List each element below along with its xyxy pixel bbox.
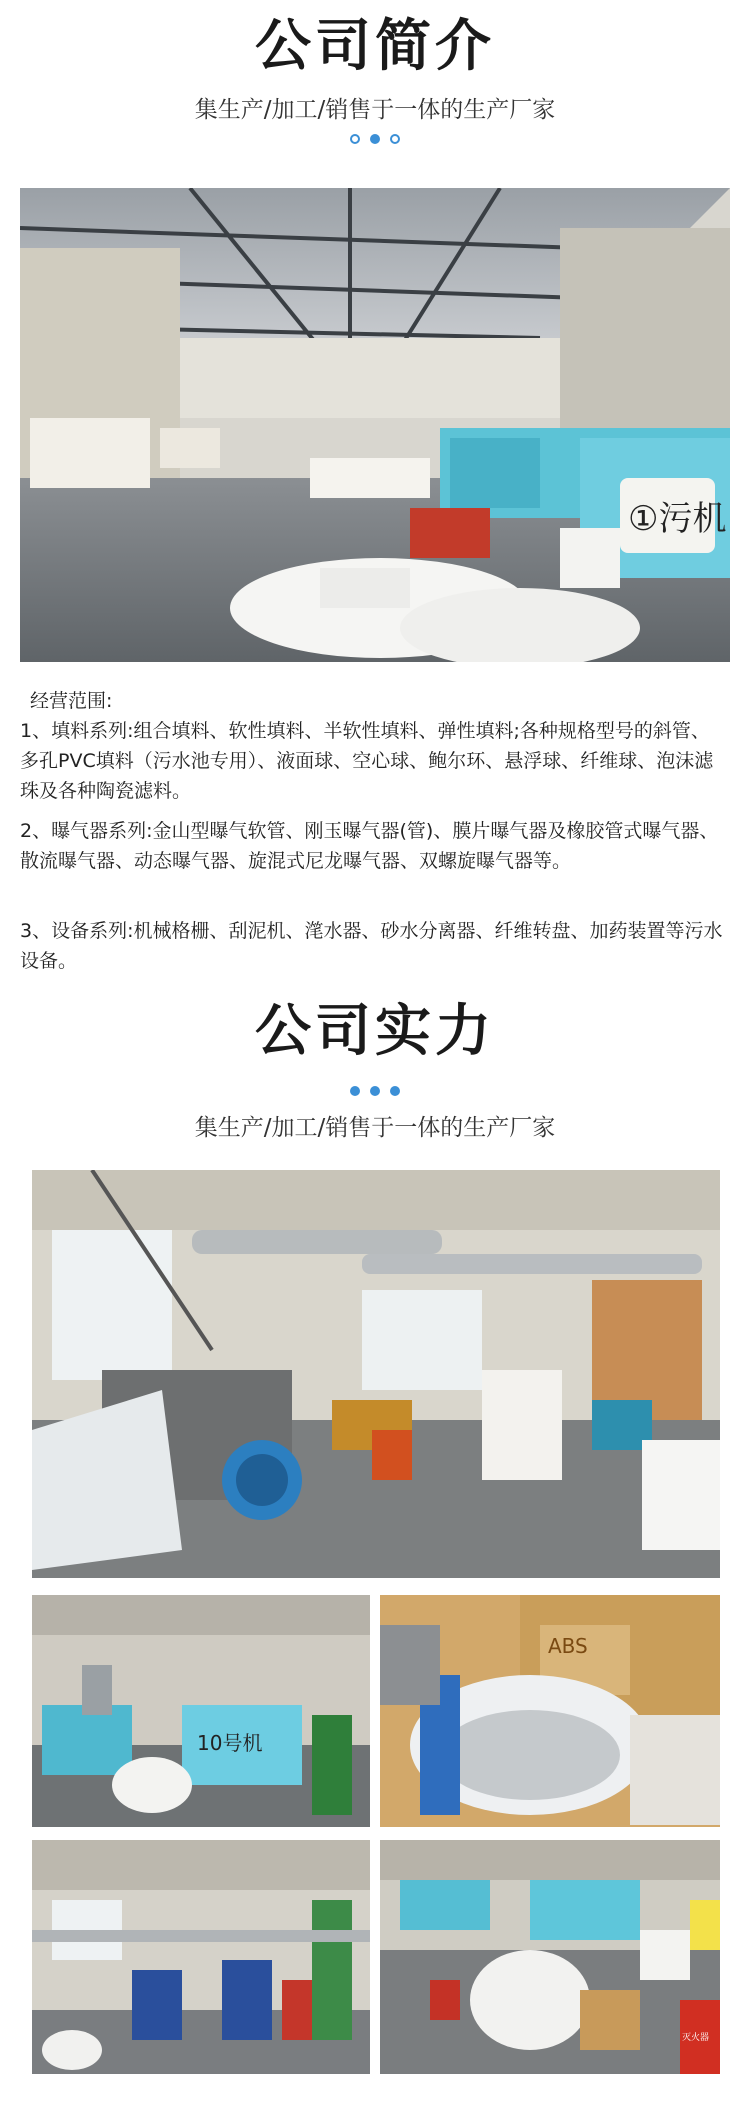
section1-subtitle: 集生产/加工/销售于一体的生产厂家 [194,97,556,123]
machine-label-2: 10号机 [197,1731,263,1755]
raw-material-photo [380,1595,720,1827]
bag-label: ABS [548,1634,588,1658]
workshop-floor-photo [380,1840,720,2074]
dot-icon [390,134,400,144]
dot-icon [370,134,380,144]
business-item-3: 3、设备系列:机械格栅、刮泥机、滗水器、砂水分离器、纤维转盘、加药装置等污水设备。 [20,920,723,972]
section1-dots [0,134,750,144]
business-item-2: 2、曝气器系列:金山型曝气软管、刚玉曝气器(管)、膜片曝气器及橡胶管式曝气器、散流曝气器、动态曝气器、旋混式尼龙曝气器、双螺旋曝气器等。 [20,820,719,872]
production-line-photo [32,1840,370,2074]
business-item-1: 1、填料系列:组合填料、软性填料、半软性填料、弹性填料;各种规格型号的斜管、多孔PVC填料（污水池专用）、液面球、空心球、鲍尔环、悬浮球、纤维球、泡沫滤珠及各种陶瓷滤料。 [20,720,714,802]
section1-title: 公司简介 [255,14,495,79]
workshop-photo [32,1170,720,1578]
injection-machine-photo [32,1595,370,1827]
extinguisher-label: 灭火器 [682,2033,710,2043]
dot-icon [370,1086,380,1096]
section2-subtitle: 集生产/加工/销售于一体的生产厂家 [194,1115,556,1141]
section2-title: 公司实力 [255,999,495,1064]
section2-dots [0,1086,750,1096]
machine-label-1: ①污机 [628,499,727,539]
business-heading: 经营范围: [30,690,113,712]
dot-icon [350,134,360,144]
dot-icon [350,1086,360,1096]
factory-photo [20,188,730,662]
dot-icon [390,1086,400,1096]
